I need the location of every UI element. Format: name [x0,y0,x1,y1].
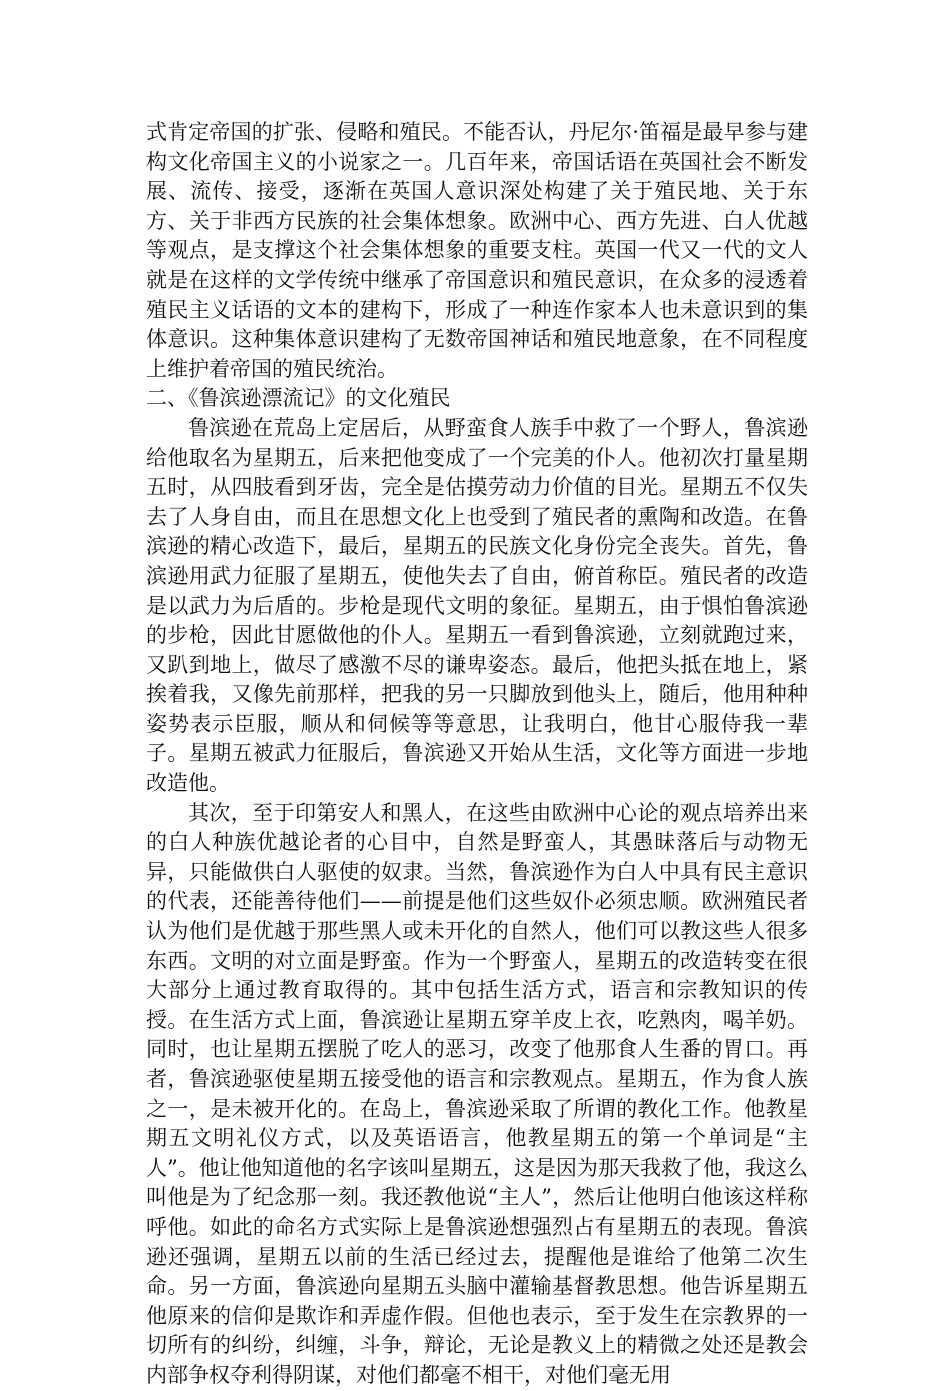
paragraph-conquest: 鲁滨逊在荒岛上定居后，从野蛮食人族手中救了一个野人，鲁滨逊给他取名为星期五，后来把他变成了一个完美的仆人。他初次打量星期五时，从四肢看到牙齿，完全是估摸劳动力价值的目光。星期五不仅失去了人身自由，而且在思想文化上也受到了殖民者的熏陶和改造。在鲁滨逊的精心改造下，最后，星期五的民族文化身份完全丧失。首先，鲁滨逊用武力征服了星期五，使他失去了自由，俯首称臣。殖民者的改造是以武力为后盾的。步枪是现代文明的象征。星期五，由于惧怕鲁滨逊的步枪，因此甘愿做他的仆人。星期五一看到鲁滨逊，立刻就跑过来，又趴到地上，做尽了感激不尽的谦卑姿态。最后，他把头抵在地上，紧挨着我，又像先前那样，把我的另一只脚放到他头上，随后，他用种种姿势表示臣服，顺从和伺候等等意思，让我明白，他甘心服侍我一辈子。星期五被武力征服后，鲁滨逊又开始从生活，文化等方面进一步地改造他。 [146,415,808,796]
paragraph-intro: 式肯定帝国的扩张、侵略和殖民。不能否认，丹尼尔·笛福是最早参与建构文化帝国主义的小说家之一。几百年来，帝国话语在英国社会不断发展、流传、接受，逐渐在英国人意识深处构建了关于殖民地、关于东方、关于非西方民族的社会集体想象。欧洲中心、西方先进、白人优越等观点，是支撑这个社会集体想象的重要支柱。英国一代又一代的文人就是在这样的文学传统中继承了帝国意识和殖民意识，在众多的浸透着殖民主义话语的文本的建构下，形成了一种连作家本人也未意识到的集体意识。这种集体意识建构了无数帝国神话和殖民地意象，在不同程度上维护着帝国的殖民统治。 [146,120,808,381]
section-heading: 二、《鲁滨逊漂流记》的文化殖民 [146,386,451,411]
document-page [146,118,808,1391]
paragraph-education: 其次，至于印第安人和黑人，在这些由欧洲中心论的观点培养出来的白人种族优越论者的心目中，自然是野蛮人，其愚昧落后与动物无异，只能做供白人驱使的奴隶。当然，鲁滨逊作为白人中具有民主意识的代表，还能善待他们——前提是他们这些奴仆必须忠顺。欧洲殖民者认为他们是优越于那些黑人或未开化的自然人，他们可以教这些人很多东西。文明的对立面是野蛮。作为一个野蛮人，星期五的改造转变在很大部分上通过教育取得的。其中包括生活方式，语言和宗教知识的传授。在生活方式上面，鲁滨逊让星期五穿羊皮上衣，吃熟肉，喝羊奶。同时，也让星期五摆脱了吃人的恶习，改变了他那食人生番的胃口。再者，鲁滨逊驱使星期五接受他的语言和宗教观点。星期五，作为食人族之一，是未被开化的。在岛上，鲁滨逊采取了所谓的教化工作。他教星期五文明礼仪方式，以及英语语言，他教星期五的第一个单词是“主人”。他让他知道他的名字该叫星期五，这是因为那天我救了他，我这么叫他是为了纪念那一刻。我还教他说“主人”，然后让他明白他该这样称呼他。如此的命名方式实际上是鲁滨逊想强烈占有星期五的表现。鲁滨逊还强调，星期五以前的生活已经过去，提醒他是谁给了他第二次生命。另一方面，鲁滨逊向星期五头脑中灌输基督教思想。他告诉星期五他原来的信仰是欺诈和弄虚作假。但他也表示，至于发生在宗教界的一切所有的纠纷，纠缠，斗争，辩论，无论是教义上的精微之处还是教会内部争权夺利得阴谋，对他们都毫不相干，对他们毫无用 [146,800,808,1387]
